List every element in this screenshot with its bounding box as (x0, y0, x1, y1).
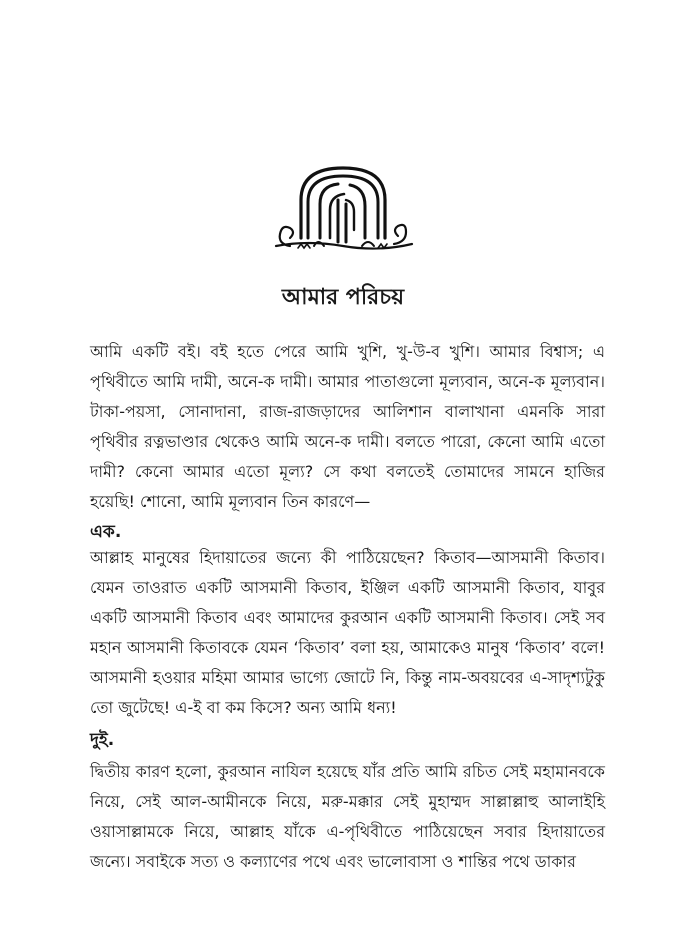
section-heading-two: দুই. (90, 730, 115, 750)
bismillah-calligraphy-arch-icon (268, 160, 418, 255)
page-title: আমার পরিচয় (281, 285, 405, 310)
section-one-text: আল্লাহ মানুষের হিদায়াতের জন্যে কী পাঠিয়েছেন? কিতাব—আসমানী কিতাব। যেমন তাওরাত একটি আসমানী কিতাব, ইঞ্জিল একটি আসমানী কিতাব, যাবুর একটি আসমানী কিতাব এবং আমাদের কুরআন একটি আসমানী কিতাব। সেই সব মহান আসমানী কিতাবকে যেমন ‘কিতাব’ বলা হয়, আমাকেও মানুষ ‘কিতাব’ বলে! আসমানী হওয়ার মহিমা আমার ভাগ্যে জোটে নি, কিন্তু নাম-অবয়বের এ-সাদৃশ্যটুকু তো জুটেছে! এ-ই বা কম কিসে? অন্য আমি ধন্য! (90, 548, 605, 717)
intro-paragraph (90, 337, 605, 517)
section-two (90, 757, 605, 877)
section-two-text: দ্বিতীয় কারণ হলো, কুরআন নাযিল হয়েছে যাঁর প্রতি আমি রচিত সেই মহামানবকে নিয়ে, সেই আল-আমীনকে নিয়ে, মরু-মক্কার সেই মুহাম্মদ সাল্লাল্লাহু আলাইহি ওয়াসাল্লামকে নিয়ে, আল্লাহ যাঁকে এ-পৃথিবীতে পাঠিয়েছেন সবার হিদায়াতের জন্যে। সবাইকে সত্য ও কল্যাণের পথে এবং ভালোবাসা ও শান্তির পথে ডাকার (90, 762, 605, 871)
intro-text: আমি একটি বই। বই হতে পেরে আমি খুশি, খু-উ-ব খুশি। আমার বিশ্বাস; এ পৃথিবীতে আমি দামী, অনে-ক দামী। আমার পাতাগুলো মূল্যবান, অনে-ক মূল্যবান। টাকা-পয়সা, সোনাদানা, রাজ-রাজড়াদের আলিশান বালাখানা এমনকি সারা পৃথিবীর রত্নভাণ্ডার থেকেও আমি অনে-ক দামী। বলতে পারো, কেনো আমি এতো দামী? কেনো আমার এতো মূল্য? সে কথা বলতেই তোমাদের সামনে হাজির হয়েছি! শোনো, আমি মূল্যবান তিন কারণে— (90, 342, 605, 511)
section-one (90, 543, 605, 723)
section-heading-one: এক. (90, 522, 122, 542)
